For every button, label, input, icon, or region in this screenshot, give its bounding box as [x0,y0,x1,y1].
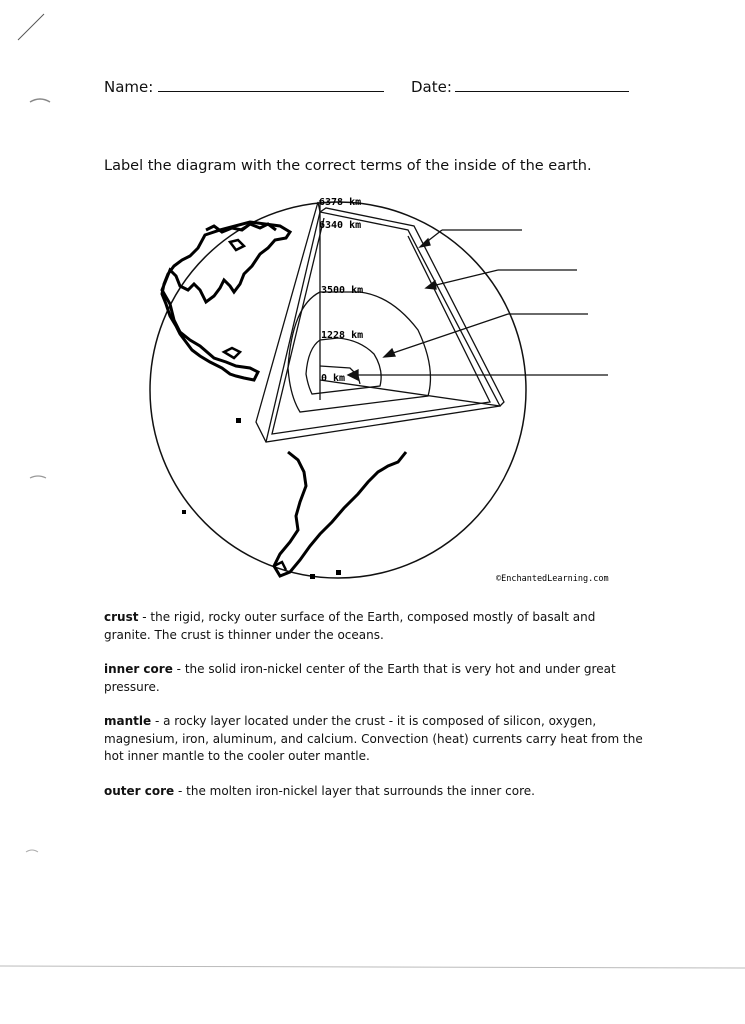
earth-diagram [140,190,620,600]
definition-inner-core-text: - the solid iron-nickel center of the Earth that is very hot and under great pressure. [104,662,616,694]
name-label: Name: [104,78,154,96]
credit-text: ©EnchantedLearning.com [496,574,609,584]
date-line[interactable] [455,91,629,92]
definition-inner-core [104,661,644,696]
label-arrows [348,230,608,380]
depth-label-0: 0 km [321,373,346,384]
term-inner-core: inner core [104,662,173,676]
depth-label-1228: 1228 km [321,330,364,341]
continent-south-america [274,452,406,576]
definition-crust-text: - the rigid, rocky outer surface of the Earth, composed mostly of basalt and granite. The crust is thinner under the oceans. [104,610,596,642]
definition-outer-core-text: - the molten iron-nickel layer that surrounds the inner core. [174,783,535,798]
instruction-text: Label the diagram with the correct terms of the inside of the earth. [104,158,592,174]
term-outer-core: outer core [104,783,175,798]
definitions-block [104,609,644,817]
term-mantle: mantle [104,714,152,728]
arrow-head-3 [384,349,395,357]
continent-north-america [162,222,290,380]
definition-outer-core [104,783,644,801]
definition-crust [104,609,644,644]
definition-mantle-text: - a rocky layer located under the crust - it is composed of silicon, oxygen, magnesium, iron, aluminum, and calcium. Convection (heat) currents carry heat from the hot inner mantle to the cooler outer mantle. [104,714,643,763]
cutaway-wedge [256,200,504,442]
definition-mantle [104,713,644,766]
globe-outline [150,202,526,578]
name-line[interactable] [158,91,384,92]
depth-label-3500: 3500 km [321,285,364,296]
date-label: Date: [411,78,452,96]
depth-label-6340: 6340 km [319,220,362,231]
term-crust: crust [104,610,139,624]
depth-label-6378: 6378 km [319,197,362,208]
